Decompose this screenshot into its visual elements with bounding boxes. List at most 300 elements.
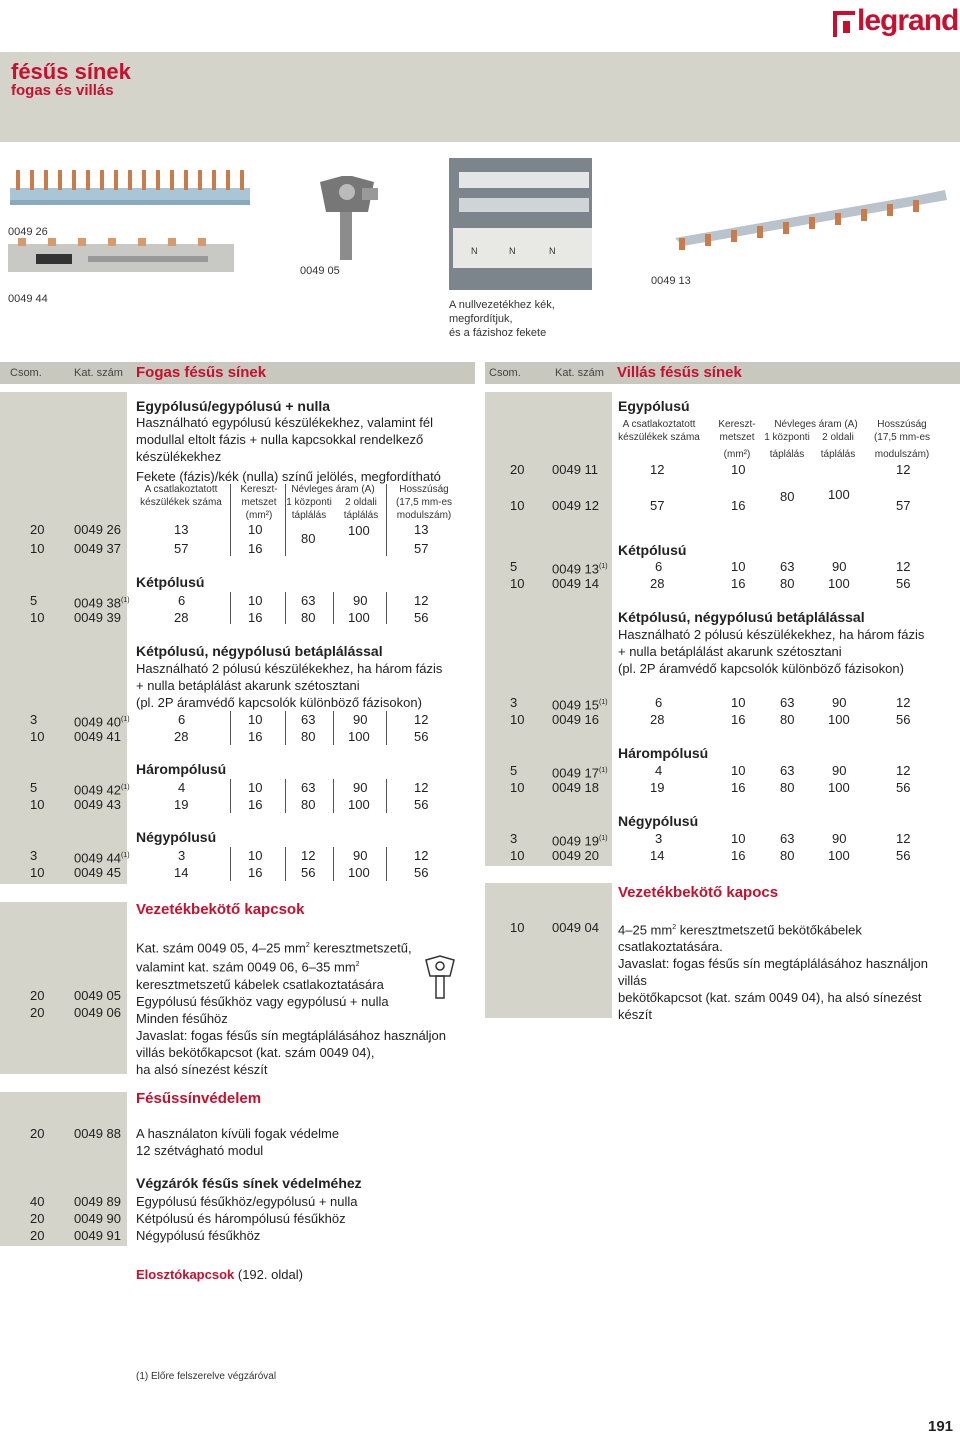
central-current-cell: 63 xyxy=(780,763,795,778)
central-current-cell: 63 xyxy=(301,780,316,795)
csom-cell: 20 xyxy=(30,1005,45,1020)
col-header-csom: Csom. xyxy=(10,367,42,379)
table-row xyxy=(485,847,960,865)
devices-cell: 3 xyxy=(655,831,663,846)
devices-cell: 12 xyxy=(650,462,665,477)
crosssection-cell: 10 xyxy=(731,831,746,846)
kat-cell: 0049 14 xyxy=(552,576,599,591)
colhead-central xyxy=(760,431,814,461)
central-current-cell: 80 xyxy=(301,729,316,744)
kat-cell: 0049 11 xyxy=(552,462,599,477)
colhead-length xyxy=(388,483,460,522)
svg-text:N: N xyxy=(509,246,516,256)
central-current-cell: 80 xyxy=(780,489,795,504)
length-cell: 56 xyxy=(896,780,911,795)
colhead-line: 1 központi xyxy=(286,497,332,508)
colhead-line: 2 oldali xyxy=(822,432,854,443)
devices-cell: 28 xyxy=(174,610,189,625)
crosssection-cell: 10 xyxy=(248,780,263,795)
csom-cell: 5 xyxy=(30,780,38,795)
svg-text:N: N xyxy=(471,246,478,256)
title-band xyxy=(0,52,960,142)
superscript-2: 2 xyxy=(672,924,677,931)
desc-line: (pl. 2P áramvédő kapcsolók különböző fázisokon) xyxy=(136,695,422,710)
block-heading: Végzárók fésűs sínek védelméhez xyxy=(136,1175,362,1191)
crosssection-cell: 16 xyxy=(731,712,746,727)
length-cell: 56 xyxy=(896,712,911,727)
csom-cell: 10 xyxy=(510,848,525,863)
csom-cell: 10 xyxy=(30,797,45,812)
section-title-terminals: Vezetékbekötő kapcsok xyxy=(136,901,305,918)
length-cell: 12 xyxy=(414,593,429,608)
csom-cell: 5 xyxy=(510,763,518,778)
twoside-current-cell: 90 xyxy=(832,695,847,710)
block-heading: Kétpólusú, négypólusú betáplálással xyxy=(618,609,865,625)
twoside-current-cell: 100 xyxy=(348,729,370,744)
table-row xyxy=(0,711,475,729)
desc-line: modullal eltolt fázis + nulla kapcsokkal rendelkező xyxy=(136,432,424,447)
table-row xyxy=(0,609,475,627)
kat-number: 0049 19 xyxy=(552,833,599,849)
table-row xyxy=(485,919,615,937)
desc-text: 4–25 mm xyxy=(618,922,673,938)
page-title: fésűs sínek xyxy=(11,59,131,84)
colhead-line: táplálás xyxy=(291,510,327,521)
twoside-current-cell: 100 xyxy=(828,487,850,502)
csom-cell: 3 xyxy=(30,848,38,863)
desc-line: + nulla betáplálást akarunk szétosztani xyxy=(136,678,360,693)
kat-cell: 0049 91 xyxy=(74,1228,121,1243)
colhead-crosssection xyxy=(712,418,762,461)
description-cell: A használaton kívüli fogak védelme xyxy=(136,1126,340,1141)
image-note-line: megfordítjuk, xyxy=(449,313,513,325)
length-cell: 13 xyxy=(414,522,429,537)
caption-0049-26: 0049 26 xyxy=(8,226,48,238)
csom-cell: 10 xyxy=(30,865,45,880)
csom-cell: 20 xyxy=(30,1126,45,1141)
twoside-current-cell: 100 xyxy=(828,576,850,591)
devices-cell: 13 xyxy=(174,522,189,537)
table-row xyxy=(0,987,130,1005)
colhead-line: metszet xyxy=(241,497,277,508)
image-note-line: A nullvezetékhez kék, xyxy=(449,299,555,311)
kat-cell: 0049 39 xyxy=(74,610,121,625)
colhead-line: Névleges áram (A) xyxy=(774,419,858,430)
desc-line: Használható egypólusú készülékekhez, valamint fél xyxy=(136,415,434,430)
kat-cell: 0049 90 xyxy=(74,1211,121,1226)
length-cell: 12 xyxy=(896,559,911,574)
right-header-bar xyxy=(485,362,960,384)
desc-line xyxy=(618,919,960,938)
colhead-line: (17,5 mm-es xyxy=(873,432,931,443)
crosssection-cell: 10 xyxy=(248,522,263,537)
desc-text: Kat. szám 0049 05, 4–25 mm xyxy=(136,940,306,956)
colhead-line: A csatlakoztatott xyxy=(622,419,696,430)
crosssection-cell: 16 xyxy=(731,576,746,591)
block-heading: Egypólusú/egypólusú + nulla xyxy=(136,398,331,414)
colhead-line: készülékek száma xyxy=(618,432,700,443)
csom-cell: 20 xyxy=(30,988,45,1003)
table-row xyxy=(0,847,475,865)
twoside-current-cell: 90 xyxy=(832,763,847,778)
cross-reference-page: (192. oldal) xyxy=(234,1267,303,1282)
length-cell: 56 xyxy=(414,610,429,625)
crosssection-cell: 16 xyxy=(248,541,263,556)
subsection-harompolusu: Hárompólusú xyxy=(618,745,709,761)
desc-text: valamint kat. szám 0049 06, 6–35 mm xyxy=(136,959,356,975)
colhead-crosssection xyxy=(234,483,284,522)
kat-cell: 0049 05 xyxy=(74,988,121,1003)
colhead-line: Kereszt- xyxy=(240,484,278,495)
footnote-marker: (1) xyxy=(599,699,608,706)
central-current-cell: 12 xyxy=(301,848,316,863)
desc-line: csatlakoztatására. xyxy=(618,939,723,955)
kat-cell: 0049 41 xyxy=(74,729,121,744)
image-note-line: és a fázishoz fekete xyxy=(449,327,547,339)
colhead-line: készülékek száma xyxy=(140,497,222,508)
kat-cell: 0049 12 xyxy=(552,498,599,513)
length-cell: 56 xyxy=(896,848,911,863)
central-current-cell: 63 xyxy=(301,712,316,727)
subsection-negypolusu: Négypólusú xyxy=(136,829,217,845)
twoside-current-cell: 100 xyxy=(348,523,370,538)
kat-number: 0049 17 xyxy=(552,765,599,781)
kat-cell: 0049 88 xyxy=(74,1126,121,1141)
devices-cell: 19 xyxy=(650,780,665,795)
colhead-line: (mm²) xyxy=(723,449,751,460)
section-title-villas: Villás fésűs sínek xyxy=(617,364,742,381)
footnote-marker: (1) xyxy=(599,563,608,570)
central-current-cell: 80 xyxy=(780,848,795,863)
crosssection-cell: 10 xyxy=(731,559,746,574)
devices-cell: 3 xyxy=(178,848,186,863)
desc-line xyxy=(136,956,446,975)
table-row xyxy=(0,1004,130,1022)
cross-reference-title: Elosztókapcsok xyxy=(136,1267,235,1282)
devices-cell: 6 xyxy=(178,593,186,608)
kat-cell: 0049 45 xyxy=(74,865,121,880)
colhead-current xyxy=(288,483,378,496)
devices-cell: 28 xyxy=(174,729,189,744)
length-cell: 12 xyxy=(896,462,911,477)
table-row xyxy=(485,575,960,593)
table-row xyxy=(485,694,960,712)
colhead-line: modulszám) xyxy=(396,510,452,521)
devices-cell: 28 xyxy=(650,712,665,727)
colhead-line: (mm²) xyxy=(245,510,273,521)
length-cell: 12 xyxy=(414,780,429,795)
length-cell: 57 xyxy=(896,498,911,513)
superscript-2: 2 xyxy=(355,961,360,969)
colhead-line: (17,5 mm-es xyxy=(395,497,453,508)
twoside-current-cell: 100 xyxy=(828,712,850,727)
table-row xyxy=(0,592,475,610)
length-cell: 12 xyxy=(896,763,911,778)
desc-line: bekötőkapcsot (kat. szám 0049 04), ha alsó sínezést xyxy=(618,990,922,1006)
colhead-devices xyxy=(614,418,704,444)
colhead-line: metszet xyxy=(719,432,755,443)
section-title-fogas: Fogas fésűs sínek xyxy=(136,364,267,381)
legrand-logo xyxy=(833,4,959,42)
kat-cell: 0049 89 xyxy=(74,1194,121,1209)
twoside-current-cell: 100 xyxy=(348,610,370,625)
colhead-twoside xyxy=(338,496,384,522)
subsection-harompolusu: Hárompólusú xyxy=(136,761,227,777)
block-heading: Kétpólusú, négypólusú betáplálással xyxy=(136,643,383,659)
kat-cell: 0049 37 xyxy=(74,541,121,556)
twoside-current-cell: 90 xyxy=(832,559,847,574)
brand-name: legrand xyxy=(857,4,959,37)
col-header-kat: Kat. szám xyxy=(74,367,123,379)
right-panel-2 xyxy=(485,883,612,1018)
description-line: 12 szétvágható modul xyxy=(136,1143,264,1158)
devices-cell: 6 xyxy=(178,712,186,727)
length-cell: 12 xyxy=(896,695,911,710)
caption-0049-13: 0049 13 xyxy=(651,275,691,287)
kat-number: 0049 42 xyxy=(74,782,121,798)
legrand-logo-icon xyxy=(833,11,855,37)
csom-cell: 10 xyxy=(30,610,45,625)
desc-line xyxy=(136,937,446,956)
length-cell: 56 xyxy=(896,576,911,591)
crosssection-cell: 16 xyxy=(731,780,746,795)
description-cell: Négypólusú fésűkhöz xyxy=(136,1228,261,1243)
devices-cell: 4 xyxy=(655,763,663,778)
csom-cell: 5 xyxy=(510,559,518,574)
csom-cell: 10 xyxy=(30,541,45,556)
footnote-marker: (1) xyxy=(121,852,130,859)
kat-cell: 0049 43 xyxy=(74,797,121,812)
footnote-marker: (1) xyxy=(599,835,608,842)
colhead-line: Névleges áram (A) xyxy=(291,484,375,495)
csom-cell: 3 xyxy=(30,712,38,727)
twoside-current-cell: 90 xyxy=(353,712,368,727)
colhead-line: táplálás xyxy=(820,449,856,460)
crosssection-cell: 16 xyxy=(248,797,263,812)
crosssection-cell: 10 xyxy=(731,462,746,477)
table-row xyxy=(485,762,960,780)
kat-cell: 0049 20 xyxy=(552,848,599,863)
csom-cell: 3 xyxy=(510,831,518,846)
devices-cell: 6 xyxy=(655,559,663,574)
table-row xyxy=(485,461,960,479)
twoside-current-cell: 90 xyxy=(832,831,847,846)
caption-0049-05: 0049 05 xyxy=(300,265,340,277)
length-cell: 12 xyxy=(896,831,911,846)
desc-line: Használható 2 pólusú készülékekhez, ha három fázis xyxy=(618,627,925,642)
colhead-line: táplálás xyxy=(769,449,805,460)
svg-text:N: N xyxy=(549,246,556,256)
product-image-comb-2 xyxy=(8,238,234,284)
superscript-2: 2 xyxy=(305,942,310,949)
crosssection-cell: 16 xyxy=(731,848,746,863)
desc-line: + nulla betáplálást akarunk szétosztani xyxy=(618,644,842,659)
block-description xyxy=(136,414,441,485)
twoside-current-cell: 100 xyxy=(348,797,370,812)
central-current-cell: 63 xyxy=(780,695,795,710)
table-row xyxy=(0,864,475,882)
devices-cell: 14 xyxy=(650,848,665,863)
twoside-current-cell: 90 xyxy=(353,780,368,795)
caption-0049-44: 0049 44 xyxy=(8,293,48,305)
colhead-line: modulszám) xyxy=(874,449,930,460)
table-row xyxy=(485,779,960,797)
product-image-comb-1 xyxy=(10,160,250,220)
colhead-line: Kereszt- xyxy=(718,419,756,430)
section-title-protection: Fésűssínvédelem xyxy=(136,1090,262,1107)
footnote: (1) Előre felszerelve végzáróval xyxy=(136,1371,277,1382)
twoside-current-cell: 100 xyxy=(828,848,850,863)
crosssection-cell: 16 xyxy=(248,729,263,744)
twoside-current-cell: 90 xyxy=(353,593,368,608)
crosssection-cell: 16 xyxy=(731,498,746,513)
colhead-central xyxy=(286,496,332,522)
crosssection-cell: 10 xyxy=(731,763,746,778)
crosssection-cell: 10 xyxy=(248,848,263,863)
product-image-fork-comb xyxy=(655,176,955,252)
subsection-negypolusu: Négypólusú xyxy=(618,813,699,829)
colhead-devices xyxy=(136,483,226,509)
csom-cell: 10 xyxy=(510,712,525,727)
left-header-bar xyxy=(0,362,475,384)
table-row xyxy=(0,779,475,797)
devices-cell: 4 xyxy=(178,780,186,795)
table-row xyxy=(485,558,960,576)
central-current-cell: 56 xyxy=(301,865,316,880)
table-row xyxy=(0,796,475,814)
central-current-cell: 63 xyxy=(301,593,316,608)
crosssection-cell: 16 xyxy=(248,865,263,880)
length-cell: 57 xyxy=(414,541,429,556)
length-cell: 56 xyxy=(414,865,429,880)
terminals-description xyxy=(136,937,446,1078)
colhead-twoside xyxy=(814,431,862,461)
twoside-current-cell: 100 xyxy=(828,780,850,795)
csom-cell: 40 xyxy=(30,1194,45,1209)
colhead-current xyxy=(766,418,866,431)
csom-cell: 5 xyxy=(30,593,38,608)
desc-text: keresztmetszetű, xyxy=(309,940,412,956)
page-subtitle: fogas és villás xyxy=(11,82,114,99)
product-image-terminal xyxy=(312,172,382,262)
desc-line: Javaslat: fogas fésűs sín megtáplálásához használjon xyxy=(136,1027,447,1043)
devices-cell: 28 xyxy=(650,576,665,591)
central-current-cell: 80 xyxy=(301,797,316,812)
crosssection-cell: 10 xyxy=(731,695,746,710)
table-row xyxy=(0,1193,475,1211)
section-title-terminal: Vezetékbekötő kapocs xyxy=(618,884,779,901)
table-row xyxy=(0,1227,475,1245)
desc-line: villás bekötőkapcsot (kat. szám 0049 04), xyxy=(136,1044,375,1060)
central-current-cell: 63 xyxy=(780,831,795,846)
terminal-clamp-icon xyxy=(420,952,460,1004)
length-cell: 12 xyxy=(414,848,429,863)
kat-cell: 0049 04 xyxy=(552,920,599,935)
csom-cell: 10 xyxy=(510,920,525,935)
colhead-line: 1 központi xyxy=(764,432,810,443)
csom-cell: 20 xyxy=(30,522,45,537)
csom-cell: 10 xyxy=(510,498,525,513)
twoside-current-cell: 90 xyxy=(353,848,368,863)
desc-line: Használható 2 pólusú készülékekhez, ha három fázis xyxy=(136,661,443,676)
subsection-ketpolusu: Kétpólusú xyxy=(136,574,205,590)
col-header-csom: Csom. xyxy=(489,367,521,379)
csom-cell: 10 xyxy=(510,576,525,591)
footnote-marker: (1) xyxy=(121,716,130,723)
product-image-installed xyxy=(449,158,592,290)
crosssection-cell: 10 xyxy=(248,712,263,727)
crosssection-cell: 10 xyxy=(248,593,263,608)
central-current-cell: 80 xyxy=(301,531,316,546)
kat-cell: 0049 06 xyxy=(74,1005,121,1020)
csom-cell: 20 xyxy=(30,1228,45,1243)
colhead-length xyxy=(866,418,938,461)
kat-number: 0049 44 xyxy=(74,850,121,866)
desc-text: keresztmetszetű bekötőkábelek xyxy=(676,922,862,938)
colhead-line: 2 oldali xyxy=(345,497,377,508)
kat-number: 0049 13 xyxy=(552,561,599,577)
twoside-current-cell: 100 xyxy=(348,865,370,880)
footnote-marker: (1) xyxy=(121,597,130,604)
kat-cell: 0049 18 xyxy=(552,780,599,795)
desc-line: ha alsó sínezést készít xyxy=(136,1061,268,1077)
desc-line: készülékekhez xyxy=(136,449,222,464)
central-current-cell: 80 xyxy=(780,780,795,795)
colhead-line: A csatlakoztatott xyxy=(144,484,218,495)
desc-line: Minden fésűhöz xyxy=(136,1010,228,1026)
devices-cell: 6 xyxy=(655,695,663,710)
central-current-cell: 80 xyxy=(301,610,316,625)
desc-line: Egypólusú fésűkhöz vagy egypólusú + nulla xyxy=(136,993,389,1009)
table-row xyxy=(485,711,960,729)
colhead-line: Hosszúság xyxy=(399,484,449,495)
central-current-cell: 63 xyxy=(780,559,795,574)
table-row xyxy=(485,830,960,848)
central-current-cell: 80 xyxy=(780,576,795,591)
devices-cell: 57 xyxy=(174,541,189,556)
desc-line: keresztmetszetű kábelek csatlakoztatására xyxy=(136,976,384,992)
length-cell: 56 xyxy=(414,797,429,812)
desc-line: (pl. 2P áramvédő kapcsolók különböző fázisokon) xyxy=(618,661,904,676)
subsection-ketpolusu: Kétpólusú xyxy=(618,542,687,558)
table-row xyxy=(0,1210,475,1228)
description-cell: Egypólusú fésűkhöz/egypólusú + nulla xyxy=(136,1194,358,1209)
cross-reference-link[interactable] xyxy=(136,1267,303,1282)
kat-cell: 0049 26 xyxy=(74,522,121,537)
devices-cell: 57 xyxy=(650,498,665,513)
length-cell: 56 xyxy=(414,729,429,744)
kat-number: 0049 40 xyxy=(74,714,121,730)
table-row xyxy=(0,1125,475,1143)
terminal-description xyxy=(618,919,960,1023)
kat-number: 0049 15 xyxy=(552,697,599,713)
footnote-marker: (1) xyxy=(121,784,130,791)
desc-line: Javaslat: fogas fésűs sín megtáplálásához használjon villás xyxy=(618,956,929,989)
colhead-line: Hosszúság xyxy=(877,419,927,430)
table-row xyxy=(485,497,960,515)
kat-cell: 0049 16 xyxy=(552,712,599,727)
block-heading: Egypólusú xyxy=(618,398,690,414)
length-cell: 12 xyxy=(414,712,429,727)
central-current-cell: 80 xyxy=(780,712,795,727)
page-number: 191 xyxy=(928,1418,954,1435)
table-row xyxy=(0,728,475,746)
footnote-marker: (1) xyxy=(599,767,608,774)
colhead-line: táplálás xyxy=(343,510,379,521)
csom-cell: 10 xyxy=(30,729,45,744)
csom-cell: 3 xyxy=(510,695,518,710)
csom-cell: 20 xyxy=(510,462,525,477)
